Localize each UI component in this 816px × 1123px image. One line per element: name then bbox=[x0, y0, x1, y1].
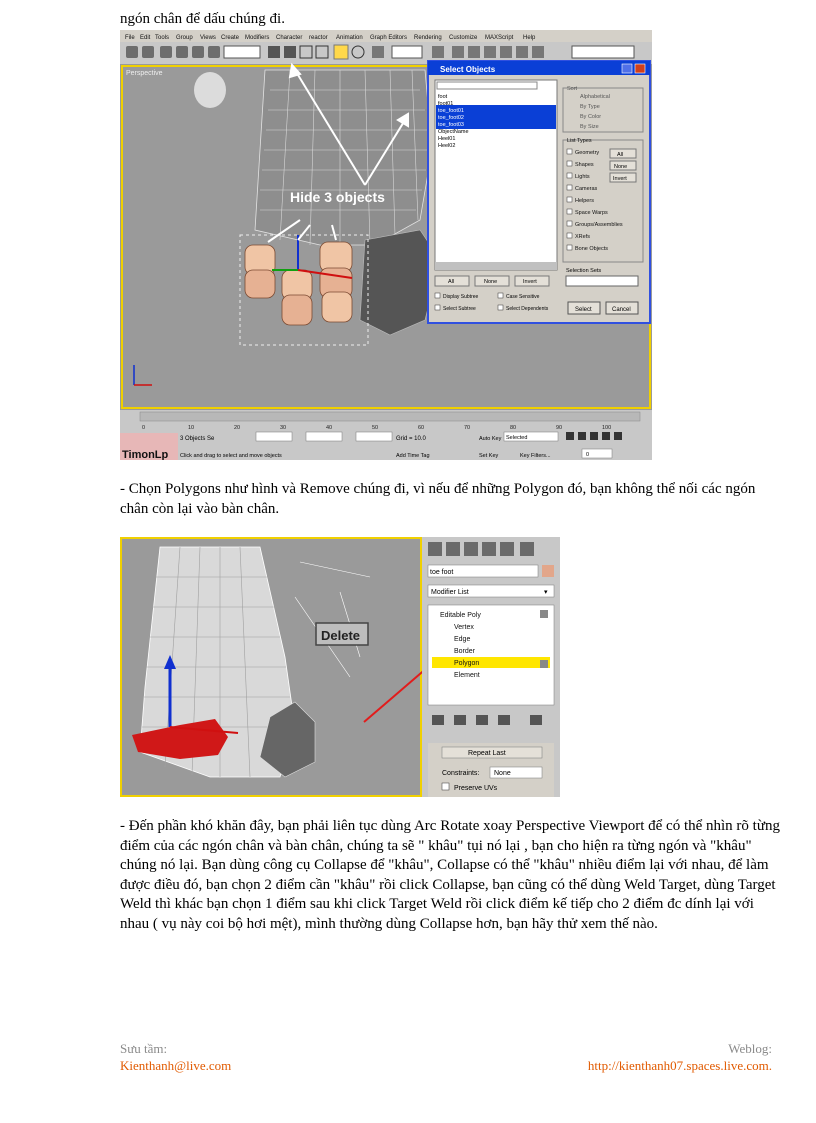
list-item[interactable]: toe_foot01 bbox=[438, 108, 464, 114]
mirror-icon[interactable] bbox=[500, 46, 512, 58]
add-time-tag[interactable]: Add Time Tag bbox=[396, 453, 430, 459]
list-types-all-label: All bbox=[617, 152, 624, 158]
list-types-invert-label: Invert bbox=[613, 176, 627, 182]
sort-option[interactable]: Alphabetical bbox=[580, 94, 610, 100]
pin-stack-icon[interactable] bbox=[432, 715, 444, 725]
paragraph-3: - Đến phần khó khăn đây, bạn phải liên tục dùng Arc Rotate xoay Perspective Viewport để có thể nhìn rõ từng điểm của các ngón chân và bàn chân, chúng ta sẽ " khâu" tụi nó lại , bạn cho hiện ra từng ngón và "khâu" chúng nó lại. Bạn dùng công cụ Collapse để "khâu", Collapse có thể "khâu" nhiều điểm lại với nhau, để làm được điều đó, bạn chọn 2 điểm cần "khâu" rồi click Collapse, bạn cũng có thể dùng Weld Target, dùng Target Weld thì khác bạn chọn 1 điểm sau khi click Target Weld rồi click điểm kế tiếp cho 2 điểm đc dính lại với nhau ( vụ này coi bộ hơi mệt), mình thường dùng Collapse hơn, bạn hãy thử xem thế nào. bbox=[120, 818, 780, 932]
list-type-option[interactable]: Helpers bbox=[575, 198, 594, 204]
angle-snap-icon[interactable] bbox=[468, 46, 480, 58]
list-type-option[interactable]: Cameras bbox=[575, 186, 598, 192]
selection-sets-label: Selection Sets bbox=[566, 268, 602, 274]
bind-icon[interactable] bbox=[192, 46, 204, 58]
modifier-list-label: Modifier List bbox=[431, 589, 469, 596]
watermark: TimonLp bbox=[122, 449, 169, 460]
motion-tab-icon[interactable] bbox=[482, 542, 496, 556]
menu-rendering[interactable]: Rendering bbox=[414, 35, 442, 41]
time-slider[interactable] bbox=[140, 412, 640, 421]
footer-url-link[interactable]: http://kienthanh07.spaces.live.com. bbox=[587, 1058, 772, 1073]
snap-icon[interactable] bbox=[452, 46, 464, 58]
timeline-tick: 100 bbox=[602, 425, 612, 431]
status-prompt: Click and drag to select and move objects bbox=[180, 453, 282, 459]
display-subtree-checkbox[interactable] bbox=[435, 293, 440, 298]
stack-item-border[interactable]: Border bbox=[454, 648, 476, 655]
menu-character[interactable]: Character bbox=[276, 35, 303, 41]
list-scrollbar[interactable] bbox=[435, 262, 557, 270]
z-coord-field[interactable] bbox=[356, 432, 392, 441]
menu-animation[interactable]: Animation bbox=[336, 35, 363, 41]
configure-sets-icon[interactable] bbox=[530, 715, 542, 725]
menu-customize[interactable]: Customize bbox=[449, 35, 478, 41]
select-all-label: All bbox=[448, 279, 455, 285]
selection-filter-dropdown[interactable] bbox=[224, 46, 260, 58]
select-subtree-checkbox[interactable] bbox=[435, 305, 440, 310]
sort-option[interactable]: By Color bbox=[580, 114, 602, 120]
selected-dropdown-label: Selected bbox=[506, 435, 528, 441]
list-type-option[interactable]: Shapes bbox=[575, 162, 594, 168]
viewport-label: Perspective bbox=[126, 70, 163, 77]
list-item[interactable]: Heel02 bbox=[438, 143, 456, 149]
preserve-uvs-checkbox[interactable] bbox=[442, 783, 449, 790]
screenshot-2-canvas bbox=[120, 537, 560, 797]
select-button-label: Select bbox=[575, 307, 592, 313]
filter-icon[interactable] bbox=[208, 46, 220, 58]
constraints-value: None bbox=[494, 770, 511, 777]
cancel-button-label: Cancel bbox=[612, 307, 631, 313]
pivot-icon[interactable] bbox=[432, 46, 444, 58]
list-type-option[interactable]: Geometry bbox=[575, 150, 600, 156]
menu-graph-editors[interactable]: Graph Editors bbox=[370, 35, 408, 41]
grid-readout: Grid = 10.0 bbox=[396, 436, 426, 442]
reference-coord-dropdown[interactable] bbox=[392, 46, 422, 58]
key-filters-button[interactable]: Key Filters... bbox=[520, 453, 551, 459]
hierarchy-tab-icon[interactable] bbox=[464, 542, 478, 556]
x-coord-field[interactable] bbox=[256, 432, 292, 441]
list-item[interactable]: Heel01 bbox=[438, 136, 456, 142]
constraints-label: Constraints: bbox=[442, 770, 480, 777]
list-item[interactable]: ObjectName bbox=[438, 129, 469, 135]
list-type-option[interactable]: Bone Objects bbox=[575, 246, 609, 252]
select-objects-dialog bbox=[428, 61, 650, 323]
y-coord-field[interactable] bbox=[306, 432, 342, 441]
modify-tab-icon[interactable] bbox=[446, 542, 460, 556]
move-icon[interactable] bbox=[334, 45, 348, 59]
unlink-icon[interactable] bbox=[176, 46, 188, 58]
go-to-start-icon[interactable] bbox=[566, 432, 574, 440]
display-subtree-label: Display Subtree bbox=[443, 294, 479, 300]
named-selection-dropdown[interactable] bbox=[572, 46, 634, 58]
help-button[interactable] bbox=[622, 64, 632, 73]
timeline-tick: 80 bbox=[510, 425, 517, 431]
select-dependents-label: Select Dependents bbox=[506, 306, 549, 312]
utilities-tab-icon[interactable] bbox=[520, 542, 534, 556]
auto-key-label[interactable]: Auto Key bbox=[479, 436, 502, 442]
footer-left bbox=[120, 1040, 231, 1074]
list-type-option[interactable]: XRefs bbox=[575, 234, 590, 240]
menu-modifiers[interactable]: Modifiers bbox=[245, 35, 270, 41]
repeat-last-label: Repeat Last bbox=[468, 750, 506, 757]
selection-sets-dropdown[interactable] bbox=[566, 276, 638, 286]
menu-file[interactable]: File bbox=[125, 35, 135, 41]
set-key-label[interactable]: Set Key bbox=[479, 453, 499, 459]
menu-group[interactable]: Group bbox=[176, 35, 193, 41]
preserve-uvs-label: Preserve UVs bbox=[454, 785, 498, 792]
timeline-tick: 10 bbox=[188, 425, 195, 431]
play-icon[interactable] bbox=[590, 432, 598, 440]
case-sensitive-label: Case Sensitive bbox=[506, 294, 540, 300]
remove-modifier-icon[interactable] bbox=[498, 715, 510, 725]
case-sensitive-checkbox[interactable] bbox=[498, 293, 503, 298]
status-objects: 3 Objects Se bbox=[180, 436, 215, 442]
list-types-none-label: None bbox=[614, 164, 628, 170]
list-item[interactable]: foot bbox=[438, 94, 448, 100]
list-item[interactable]: toe_foot03 bbox=[438, 122, 464, 128]
stack-item-edge[interactable]: Edge bbox=[454, 636, 471, 643]
list-type-option[interactable]: Space Warps bbox=[575, 210, 608, 216]
go-to-end-icon[interactable] bbox=[614, 432, 622, 440]
timeline-tick: 50 bbox=[372, 425, 379, 431]
percent-snap-icon[interactable] bbox=[484, 46, 496, 58]
create-tab-icon[interactable] bbox=[428, 542, 442, 556]
stack-root[interactable]: Editable Poly bbox=[440, 612, 481, 619]
display-tab-icon[interactable] bbox=[500, 542, 514, 556]
undo-icon[interactable] bbox=[126, 46, 138, 58]
menu-reactor[interactable]: reactor bbox=[309, 35, 328, 41]
select-icon[interactable] bbox=[268, 46, 280, 58]
scale-icon[interactable] bbox=[372, 46, 384, 58]
menu-tools[interactable]: Tools bbox=[155, 35, 170, 41]
list-type-option[interactable]: Lights bbox=[575, 174, 590, 180]
sort-label: Sort bbox=[567, 86, 578, 92]
prev-frame-icon[interactable] bbox=[578, 432, 586, 440]
menu-views[interactable]: Views bbox=[200, 35, 216, 41]
select-subtree-label: Select Subtree bbox=[443, 306, 476, 312]
stack-item-element[interactable]: Element bbox=[454, 672, 480, 679]
timeline-tick: 20 bbox=[234, 425, 241, 431]
select-invert-label: Invert bbox=[523, 279, 537, 285]
object-color-swatch[interactable] bbox=[542, 565, 554, 577]
object-name-field[interactable] bbox=[437, 82, 537, 89]
make-unique-icon[interactable] bbox=[476, 715, 488, 725]
timeline-tick: 90 bbox=[556, 425, 563, 431]
show-end-result-icon[interactable] bbox=[454, 715, 466, 725]
footer-right bbox=[588, 1040, 772, 1074]
menu-edit[interactable]: Edit bbox=[140, 35, 151, 41]
sort-option[interactable]: By Type bbox=[580, 104, 600, 110]
stack-item-vertex[interactable]: Vertex bbox=[454, 624, 474, 631]
close-button[interactable] bbox=[635, 64, 645, 73]
list-type-option[interactable]: Groups/Assemblies bbox=[575, 222, 623, 228]
list-item[interactable]: toe_foot02 bbox=[438, 115, 464, 121]
menu-create[interactable]: Create bbox=[221, 35, 240, 41]
chevron-down-icon: ▾ bbox=[544, 589, 548, 596]
modifier-stack[interactable] bbox=[428, 605, 554, 705]
screenshot-editable-poly bbox=[120, 537, 560, 797]
frame-value: 0 bbox=[586, 452, 590, 458]
link-icon[interactable] bbox=[160, 46, 172, 58]
screenshot-1-canvas bbox=[120, 30, 652, 460]
timeline-tick: 60 bbox=[418, 425, 425, 431]
menu-maxscript[interactable]: MAXScript bbox=[485, 35, 514, 41]
dialog-title: Select Objects bbox=[440, 65, 496, 74]
sort-option[interactable]: By Size bbox=[580, 124, 599, 130]
object-name-value: toe foot bbox=[430, 569, 454, 576]
select-by-name-icon[interactable] bbox=[284, 46, 296, 58]
list-item[interactable]: foot01 bbox=[438, 101, 454, 107]
select-none-label: None bbox=[484, 279, 498, 285]
next-frame-icon[interactable] bbox=[602, 432, 610, 440]
hide-objects-annotation: Hide 3 objects bbox=[290, 189, 385, 205]
delete-annotation: Delete bbox=[321, 628, 361, 643]
screenshot-3dsmax-select-objects bbox=[120, 30, 652, 460]
select-dependents-checkbox[interactable] bbox=[498, 305, 503, 310]
stack-visibility-icon[interactable] bbox=[540, 610, 548, 618]
stack-item-polygon[interactable]: Polygon bbox=[454, 660, 480, 667]
redo-icon[interactable] bbox=[142, 46, 154, 58]
list-types-label: List Types bbox=[567, 138, 592, 144]
material-editor-icon[interactable] bbox=[532, 46, 544, 58]
timeline-tick: 30 bbox=[280, 425, 287, 431]
align-icon[interactable] bbox=[516, 46, 528, 58]
paragraph-2: - Chọn Polygons như hình và Remove chúng đi, vì nếu để những Polygon đó, bạn không thể nối các ngón chân còn lại vào bàn chân. bbox=[120, 481, 756, 517]
polygon-level-icon[interactable] bbox=[540, 660, 548, 668]
footer-email-link[interactable]: Kienthanh@live.com bbox=[120, 1058, 232, 1073]
menu-help[interactable]: Help bbox=[523, 35, 536, 41]
timeline-tick: 40 bbox=[326, 425, 333, 431]
footer-weblog-label: Weblog: bbox=[728, 1041, 772, 1056]
paragraph-1: ngón chân để dấu chúng đi. bbox=[120, 11, 285, 27]
footer-collected-label: Sưu tầm: bbox=[120, 1041, 168, 1056]
timeline-tick: 70 bbox=[464, 425, 471, 431]
timeline-tick: 0 bbox=[142, 425, 146, 431]
